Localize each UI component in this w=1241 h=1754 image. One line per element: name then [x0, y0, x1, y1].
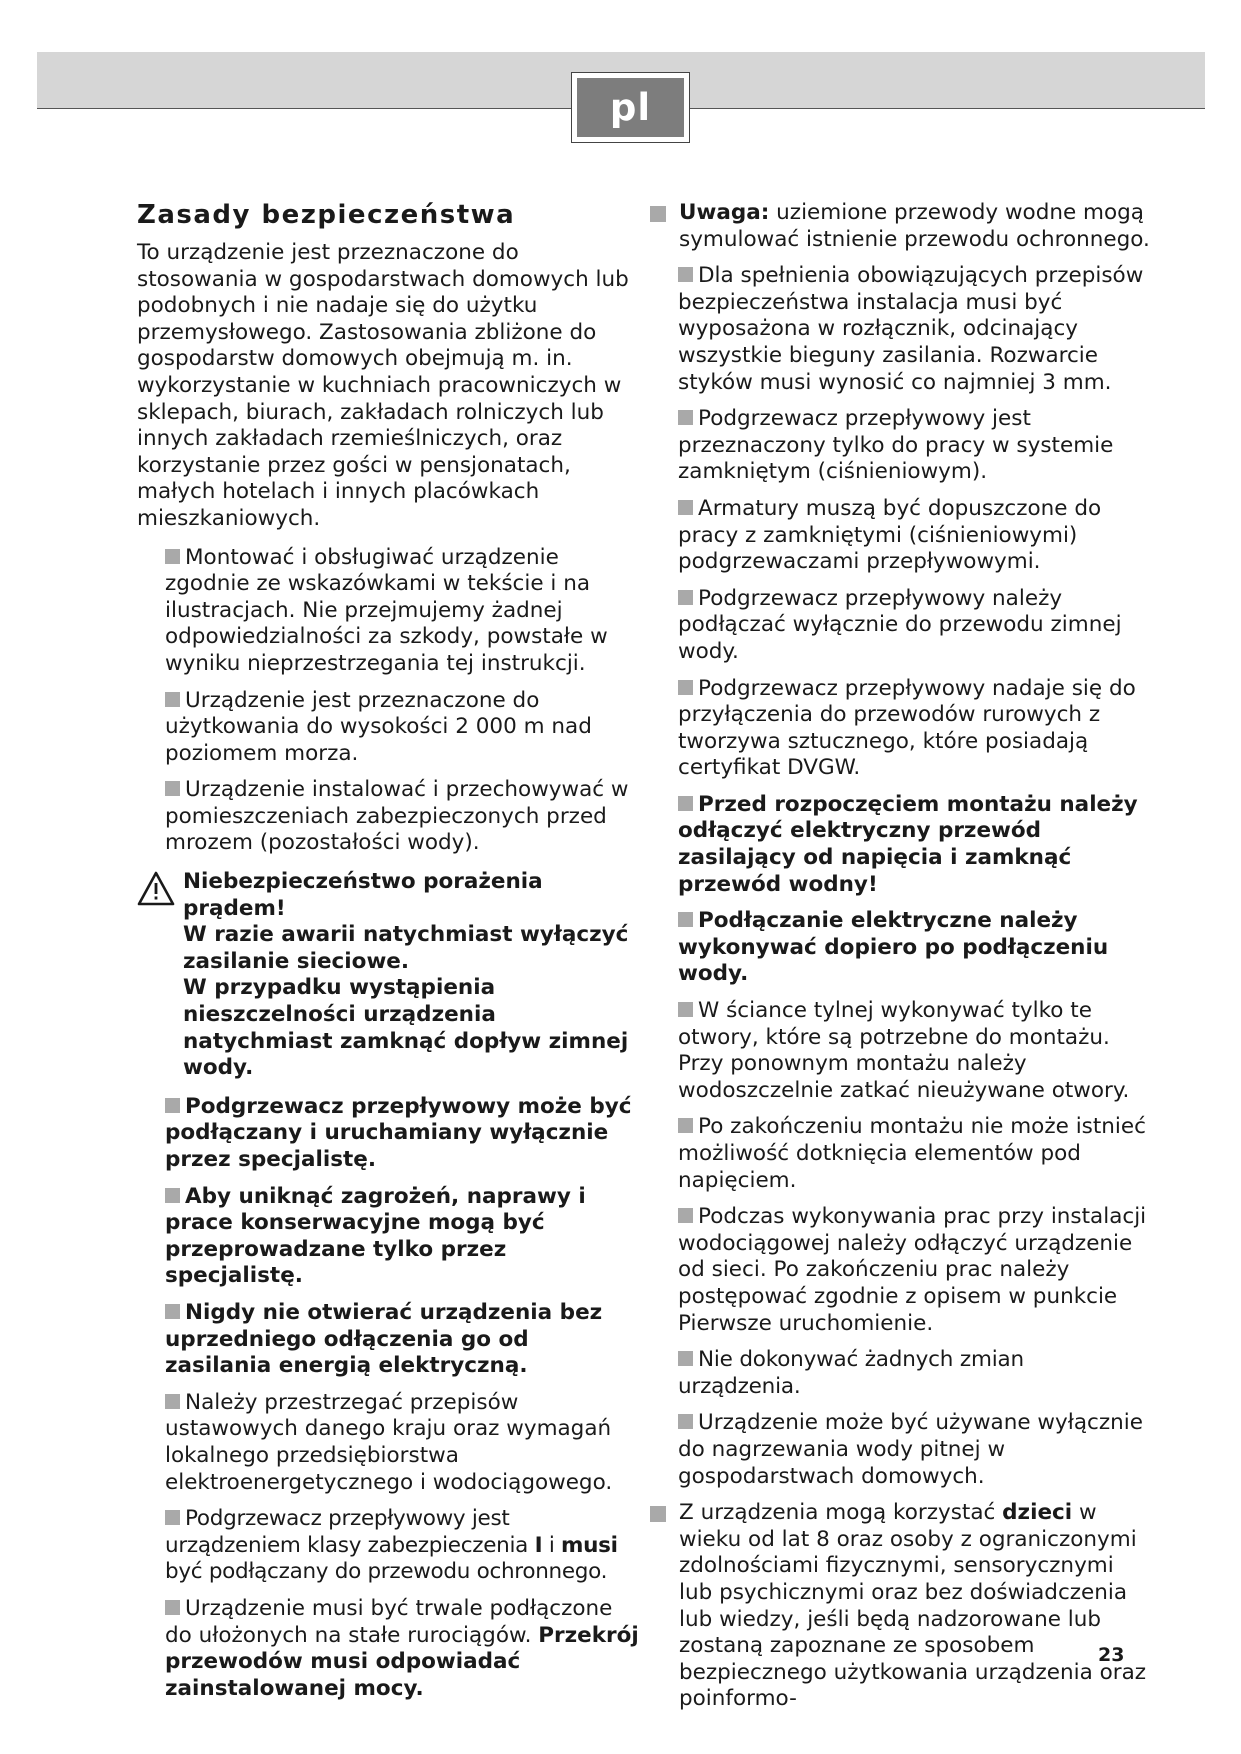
bullet-square-icon	[678, 1002, 693, 1017]
language-label: pl	[577, 78, 684, 137]
bullet-square-icon	[678, 1351, 693, 1366]
list-item: Podgrzewacz przepływowy nadaje się do przyłączenia do przewodów rurowych z tworzywa sztucznego, które posiadają certyfikat DVGW.	[678, 675, 1136, 781]
list-item: W ściance tylnej wykonywać tylko te otwory, które są potrzebne do montażu. Przy ponownym montażu należy wodoszczelnie zatkać nieużywane otwory.	[678, 998, 1130, 1103]
bullet-square-icon	[678, 680, 693, 695]
list-item: Należy przestrzegać przepisów ustawowych danego kraju oraz wymagań lokalnego przedsiębiorstwa elektroenergetycznego i wodociągowego.	[165, 1389, 613, 1495]
bullet-square-icon	[165, 1394, 180, 1409]
bullet-square-icon	[678, 912, 693, 927]
list-item: Podgrzewacz przepływowy może być podłączany i uruchamiany wyłącznie przez specjalistę.	[165, 1093, 632, 1172]
list-item: Urządzenie musi być trwale podłączone do ułożonych na stałe rurociągów. Przekrój przewodów musi odpowiadać zainstalowanej mocy.	[165, 1595, 639, 1701]
bullet-square-icon	[678, 410, 693, 425]
list-item: Dla spełnienia obowiązujących przepisów bezpieczeństwa instalacja musi być wyposażona w rozłącznik, odcinający wszystkie bieguny zasilania. Rozwarcie styków musi wynosić co najmniej 3 mm.	[678, 263, 1144, 395]
page-number: 23	[1098, 1644, 1125, 1666]
list-item: Urządzenie jest przeznaczone do użytkowania do wysokości 2 000 m nad poziomem morza.	[165, 687, 592, 766]
bullet-square-icon	[165, 1600, 180, 1615]
right-column	[650, 200, 1150, 1723]
bullet-square-icon	[678, 1118, 693, 1133]
list-item: Podgrzewacz przepływowy jest urządzeniem klasy zabezpieczenia I i musi być podłączany do przewodu ochronnego.	[165, 1506, 618, 1585]
bullet-square-icon	[165, 1304, 180, 1319]
bullet-square-icon	[165, 1188, 180, 1203]
bullet-square-icon	[678, 590, 693, 605]
list-item: Podgrzewacz przepływowy należy podłączać wyłącznie do przewodu zimnej wody.	[678, 585, 1122, 664]
list-item: Nie dokonywać żadnych zmian urządzenia.	[678, 1347, 1024, 1399]
list-item: Urządzenie instalować i przechowywać w pomieszczeniach zabezpieczonych przed mrozem (pozostałości wody).	[165, 777, 629, 856]
bullet-square-icon	[165, 1510, 180, 1525]
list-item: Podgrzewacz przepływowy jest przeznaczony tylko do pracy w systemie zamkniętym (ciśnieniowym).	[678, 406, 1114, 485]
list-item: Urządzenie może być używane wyłącznie do nagrzewania wody pitnej w gospodarstwach domowych.	[678, 1410, 1143, 1489]
bullet-square-icon	[165, 1098, 180, 1113]
bullet-square-icon	[165, 549, 180, 564]
list-item: Armatury muszą być dopuszczone do pracy z zamkniętymi (ciśnieniowymi) podgrzewaczami przepływowymi.	[678, 495, 1102, 575]
bullet-square-icon	[678, 1208, 693, 1223]
list-item: Po zakończeniu montażu nie może istnieć możliwość dotknięcia elementów pod napięciem.	[678, 1114, 1146, 1193]
bullet-square-icon	[165, 781, 180, 796]
list-item: Aby uniknąć zagrożeń, naprawy i prace konserwacyjne mogą być przeprowadzane tylko przez specjalistę.	[165, 1183, 586, 1289]
warning-triangle-icon	[137, 871, 175, 906]
list-item: Podczas wykonywania prac przy instalacji wodociągowej należy odłączyć urządzenie od sieci. Po zakończeniu prac należy postępować zgodnie z opisem w punkcie Pierwsze uruchomienie.	[678, 1204, 1147, 1336]
bullet-square-icon	[678, 796, 693, 811]
warning-heading: Niebezpieczeństwo porażenia prądem!	[183, 869, 543, 921]
list-item: Przed rozpoczęciem montażu należy odłączyć elektryczny przewód zasilający od napięcia i zamknąć przewód wodny!	[678, 791, 1138, 897]
left-column	[137, 200, 639, 1712]
warning-text: W razie awarii natychmiast wyłączyć zasilanie sieciowe.	[183, 922, 629, 974]
bullet-square-icon	[678, 1414, 693, 1429]
warning-text: W przypadku wystąpienia nieszczelności urządzenia natychmiast zamknąć dopływ zimnej wody.	[183, 975, 629, 1081]
section-title: Zasady bezpieczeństwa	[137, 200, 516, 230]
children-item: Z urządzenia mogą korzystać dzieci w wieku od lat 8 oraz osoby z ograniczonymi zdolnościami fizycznymi, sensorycznymi lub psychicznymi oraz bez doświadczenia lub wiedzy, jeśli będą nadzorowane lub zostaną zapoznane ze sposobem bezpiecznego użytkowania urządzenia oraz poinformo-	[650, 1500, 1150, 1713]
list-item: Montować i obsługiwać urządzenie zgodnie ze wskazówkami w tekście i na ilustracjach. Nie przejmujemy żadnej odpowiedzialności za szkody, powstałe w wyniku nieprzestrzegania tej instrukcji.	[165, 544, 608, 676]
language-tab	[571, 72, 690, 143]
intro-paragraph: To urządzenie jest przeznaczone do stosowania w gospodarstwach domowych lub podobnych i nie nadaje się do użytku przemysłowego. Zastosowania zbliżone do gospodarstw domowych obejmują m. in. wykorzystanie w kuchniach pracowniczych w sklepach, biurach, zakładach rolniczych lub innych zakładach rzemieślniczych, oraz korzystanie przez gości w pensjonatach, małych hotelach i innych placówkach mieszkaniowych.	[137, 240, 629, 531]
bullet-square-icon	[678, 500, 693, 515]
bullet-square-icon	[165, 692, 180, 707]
bullet-square-icon	[650, 206, 666, 222]
list-item: Podłączanie elektryczne należy wykonywać dopiero po podłączeniu wody.	[678, 908, 1109, 987]
bullet-square-icon	[678, 267, 693, 282]
list-item: Nigdy nie otwierać urządzenia bez uprzedniego odłączenia go od zasilania energią elektryczną.	[165, 1299, 603, 1379]
bullet-square-icon	[650, 1506, 666, 1522]
note-item: Uwaga: uziemione przewody wodne mogą symulować istnienie przewodu ochronnego.	[650, 200, 1150, 253]
electric-shock-warning	[137, 869, 639, 1082]
